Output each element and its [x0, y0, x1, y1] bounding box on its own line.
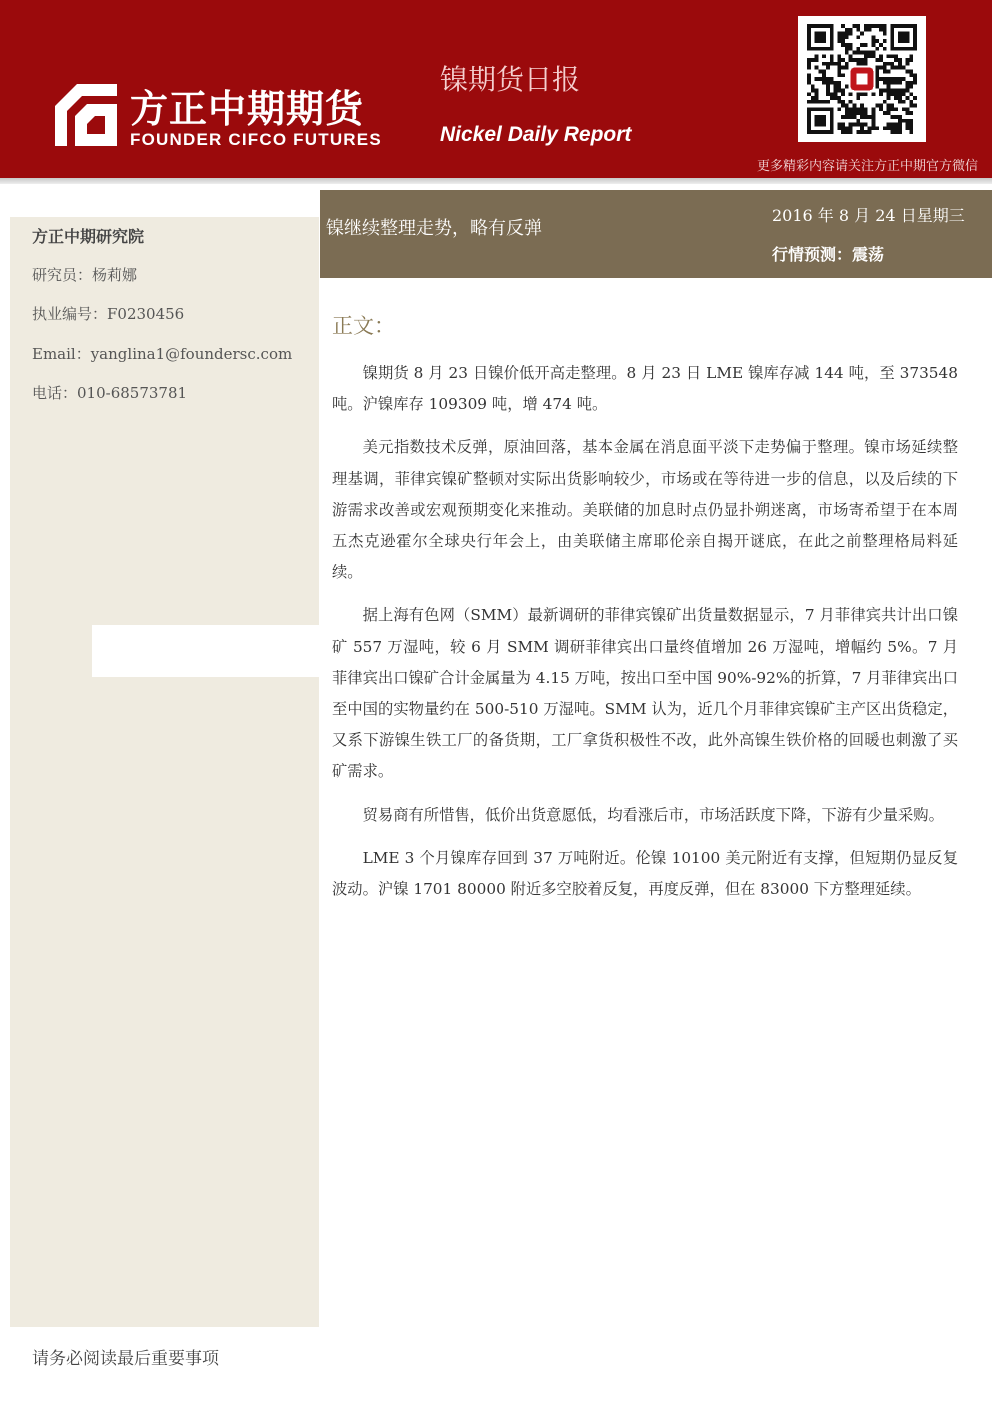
report-title-en: Nickel Daily Report: [440, 123, 632, 146]
body-paragraph: 美元指数技术反弹，原油回落，基本金属在消息面平淡下走势偏于整理。镍市场延续整理基调，菲律宾镍矿整顿对实际出货影响较少，市场或在等待进一步的信息，以及后续的下游需求改善或宏观预期变化来推动。美联储的加息时点仍显扑朔迷离，市场寄希望于在本周五杰克逊霍尔全球央行年会上，由美联储主席耶伦亲自揭开谜底，在此之前整理格局料延续。: [332, 438, 958, 582]
company-name-en: FOUNDER CIFCO FUTURES: [130, 130, 382, 149]
author-phone: 电话：010-68573781: [32, 384, 188, 402]
researcher-name: 研究员：杨莉娜: [32, 266, 138, 284]
author-email[interactable]: Email：yanglina1@foundersc.com: [32, 345, 293, 363]
wechat-qr-code[interactable]: [798, 16, 926, 142]
report-date: 2016 年 8 月 24 日星期三: [772, 206, 965, 225]
company-logo-icon: [55, 84, 117, 146]
market-forecast: [772, 242, 884, 265]
forecast-value: 震荡: [852, 245, 885, 264]
wechat-follow-note: 更多精彩内容请关注方正中期官方微信: [756, 159, 978, 174]
forecast-label: 行情预测：: [772, 245, 853, 264]
header-divider: [0, 178, 992, 184]
headline: 镍继续整理走势，略有反弹: [326, 218, 542, 239]
disclaimer-note: 请务必阅读最后重要事项: [32, 1349, 219, 1369]
license-number: 执业编号：F0230456: [32, 305, 185, 323]
sidebar-gap: [92, 625, 319, 677]
body-paragraph: 镍期货 8 月 23 日镍价低开高走整理。8 月 23 日 LME 镍库存减 144 吨，至 373548 吨。沪镍库存 109309 吨，增 474 吨。: [332, 364, 958, 414]
body-paragraph: 据上海有色网（SMM）最新调研的菲律宾镍矿出货量数据显示，7 月菲律宾共计出口镍矿 557 万湿吨，较 6 月 SMM 调研菲律宾出口量终值增加 26 万湿吨，增幅约 5%。7 月菲律宾出口镍矿合计金属量为 4.15 万吨，按出口至中国 90%-92%的折算，7 月菲律宾出口至中国的实物量约在 500-510 万湿吨。SMM 认为，近几个月菲律宾镍矿主产区出货稳定，又系下游镍生铁工厂的备货期，工厂拿货积极性不改，此外高镍生铁价格的回暖也刺激了买矿需求。: [332, 606, 958, 781]
body-paragraph: 贸易商有所惜售，低价出货意愿低，均看涨后市，市场活跃度下降，下游有少量采购。: [362, 805, 944, 824]
body-paragraph: LME 3 个月镍库存回到 37 万吨附近。伦镍 10100 美元附近有支撑，但短期仍显反复波动。沪镍 1701 80000 附近多空胶着反复，再度反弹，但在 83000 下方整理延续。: [332, 848, 958, 899]
section-heading: 正文：: [332, 314, 395, 338]
company-name-cn: 方正中期期货: [130, 87, 365, 131]
research-institute: 方正中期研究院: [32, 227, 145, 246]
report-body: [332, 310, 958, 917]
qr-code-icon: [806, 24, 918, 134]
report-title: 镍期货日报: [440, 63, 581, 96]
